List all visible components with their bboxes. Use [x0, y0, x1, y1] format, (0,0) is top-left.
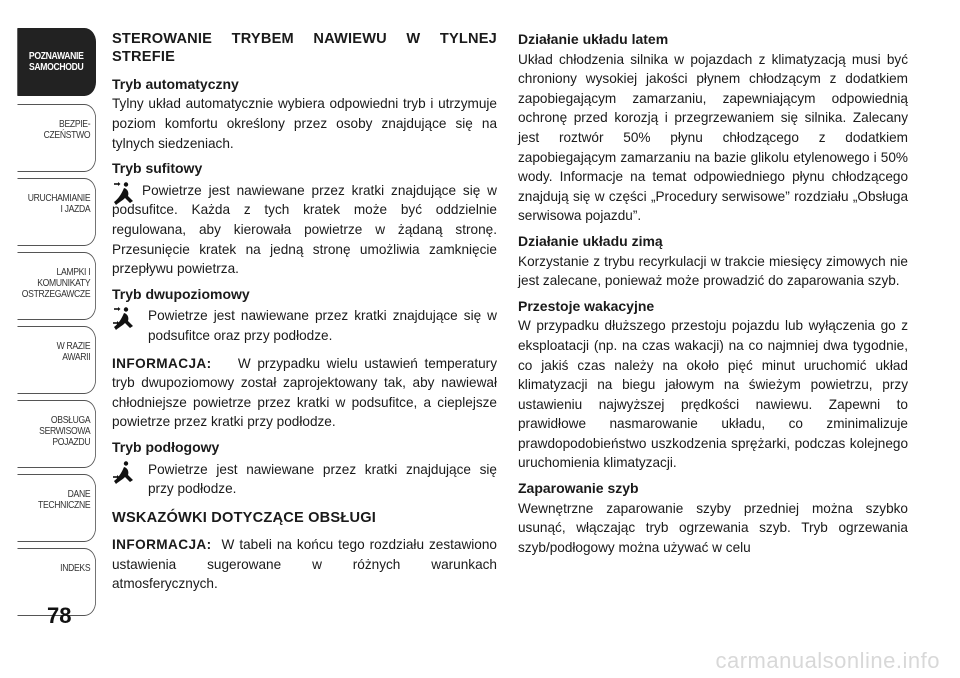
tab-lampki-i-komunikaty[interactable]: LAMPKI I KOMUNIKATY OSTRZEGAWCZE	[17, 252, 96, 320]
section-title: STEROWANIE TRYBEM NAWIEWU W TYLNEJ STREFIE	[112, 31, 497, 66]
tab-dane-techniczne[interactable]: DANE TECHNICZNE	[17, 474, 96, 542]
note-text: W tabeli na końcu tego rozdziału zestawiono ustawienia sugerowane w różnych warunkach atmosferycznych.	[112, 537, 497, 592]
tips-heading: WSKAZÓWKI DOTYCZĄCE OBSŁUGI	[112, 509, 377, 526]
bilevel-mode-paragraph	[112, 306, 497, 345]
auto-mode-heading: Tryb automatyczny	[112, 75, 239, 92]
note-text: W przypadku wielu ustawień temperatury tryb dwupoziomowy został zaprojektowany tak, aby nawiewał chłodniejsze powietrze przez kratki w podsufitce, a cieplejsze powietrze przez kratki przy podłodze.	[112, 355, 497, 430]
floor-mode-paragraph	[112, 460, 497, 499]
auto-mode-text: Tylny układ automatycznie wybiera odpowiedni tryb i utrzymuje poziom komfortu określony przez osoby znajdujące się na tylnych siedzeniach.	[112, 96, 497, 151]
winter-heading: Działanie układu zimą	[518, 232, 663, 249]
tab-uruchamianie-i-jazda[interactable]: URUCHAMIANIE I JAZDA	[17, 178, 96, 246]
fog-heading: Zaparowanie szyb	[518, 480, 639, 497]
tab-bezpieczenstwo[interactable]: BEZPIE- CZEŃSTWO	[17, 104, 96, 172]
summer-heading: Działanie układu latem	[518, 31, 669, 47]
ceiling-mode-heading: Tryb sufitowy	[112, 160, 203, 177]
tab-obsluga-serwisowa[interactable]: OBSŁUGA SERWISOWA POJAZDU	[17, 400, 96, 468]
tab-poznawanie-samochodu[interactable]: POZNAWANIE SAMOCHODU	[17, 28, 96, 96]
bilevel-mode-heading: Tryb dwupoziomowy	[112, 285, 250, 302]
tab-w-razie-awarii[interactable]: W RAZIE AWARII	[17, 326, 96, 394]
note-label: INFORMACJA:	[112, 537, 212, 553]
note-table	[112, 535, 497, 594]
floor-mode-heading: Tryb podłogowy	[112, 438, 220, 455]
page-number: 78	[47, 603, 72, 628]
note-bilevel	[112, 354, 497, 432]
fog-text: Wewnętrzne zaparowanie szyby przedniej można szybko usunąć, włączając tryb ogrzewania szyb. Tryb ogrzewania szyb/podłogowy można używać w celu	[518, 500, 908, 555]
ceiling-mode-text: Powietrze jest nawiewane przez kratki znajdujące się w podsufitce. Każda z tych kratek może być oddzielnie regulowana, aby kierowała powietrze w żądaną stronę. Przesunięcie kratek na jedną stronę umożliwia zamknięcie przepływu powietrza.	[112, 182, 497, 277]
watermark: carmanualsonline.info	[715, 648, 940, 673]
note-label: INFORMACJA:	[112, 355, 212, 371]
left-column	[112, 30, 497, 600]
floor-vent-icon	[112, 460, 136, 488]
bilevel-mode-text: Powietrze jest nawiewane przez kratki znajdujące się w podsufitce oraz przy podłodze.	[148, 308, 497, 343]
winter-text: Korzystanie z trybu recyrkulacji w trakcie miesięcy zimowych nie jest zalecane, ponieważ może prowadzić do zaparowania szyb.	[518, 253, 908, 289]
vacation-text: W przypadku dłuższego przestoju pojazdu lub wyłączenia go z eksploatacji (np. na czas wakacji) na co najmniej dwa tygodnie, co jakiś czas należy na około pięć minut uruchomić układ klimatyzacji na biegu jałowym na świeżym powietrzu, przy ustawieniu najwyższej prędkości nawiewu. Zapewni to prawidłowe nasmarowanie układu, co zminimalizuje prawdopodobieństwo uszkodzenia sprężarki, podczas kolejnego uruchomienia klimatyzacji.	[518, 318, 908, 471]
vacation-heading: Przestoje wakacyjne	[518, 297, 655, 314]
right-column	[518, 30, 908, 563]
floor-mode-text: Powietrze jest nawiewane przez kratki znajdujące się przy podłodze.	[148, 461, 497, 497]
ceiling-mode-paragraph	[112, 181, 497, 279]
ceiling-vent-icon	[112, 181, 136, 209]
summer-text: Układ chłodzenia silnika w pojazdach z klimatyzacją musi być chroniony wysokiej jakości płynem chłodzącym z dodatkiem zapobiegającym zamarzaniu, zapewniającym odpowiednią ochronę przed korozją i przegrzewaniem się silnika. Zalecany jest roztwór 50% płynu chłodzącego z dodatkiem zapobiegającym zamarzaniu na bazie glikolu etylenowego i 50% wody. Informacje na temat odpowiedniego płynu chłodzącego znajdują się w części „Procedury serwisowe” rozdziału „Obsługa serwisowa pojazdu”.	[518, 51, 908, 224]
bilevel-vent-icon	[112, 306, 136, 334]
tab-indeks[interactable]: INDEKS	[17, 548, 96, 616]
